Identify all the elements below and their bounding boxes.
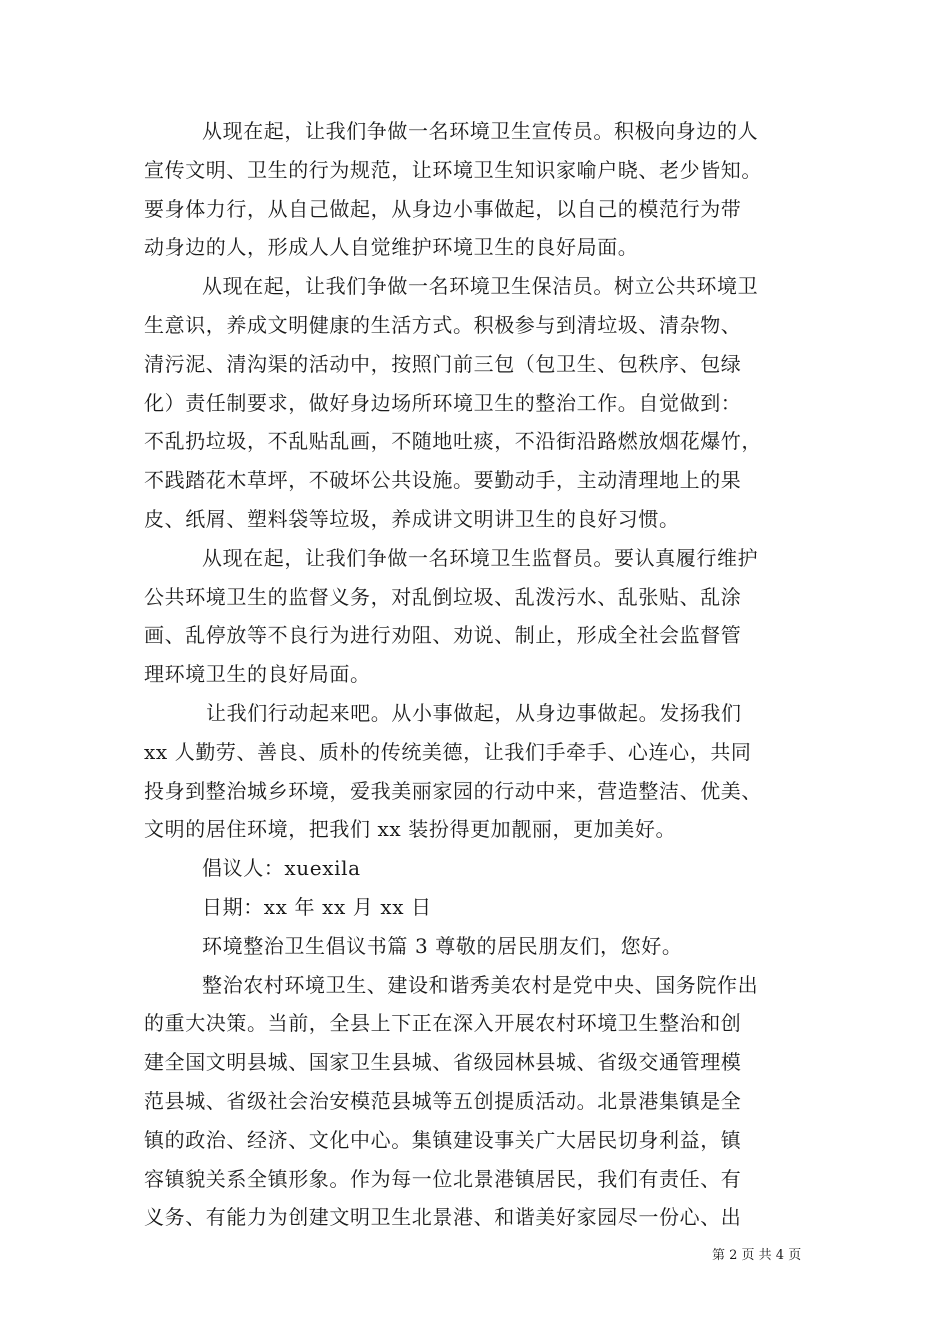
text-line: 投身到整治城乡环境，爱我美丽家园的行动中来，营造整洁、优美、 xyxy=(144,778,762,803)
text-line: 容镇貌关系全镇形象。作为每一位北景港镇居民，我们有责任、有 xyxy=(144,1166,742,1191)
text-line: 不践踏花木草坪，不破坏公共设施。要勤动手，主动清理地上的果 xyxy=(144,468,742,493)
text-line: 倡议人：xuexila xyxy=(202,856,361,881)
text-line: 公共环境卫生的监督义务，对乱倒垃圾、乱泼污水、乱张贴、乱涂 xyxy=(144,584,742,609)
text-line: 的重大决策。当前，全县上下正在深入开展农村环境卫生整治和创 xyxy=(144,1011,742,1036)
text-line: 让我们行动起来吧。从小事做起，从身边事做起。发扬我们 xyxy=(206,700,742,725)
text-line: 从现在起，让我们争做一名环境卫生宣传员。积极向身边的人 xyxy=(202,119,759,143)
text-line: 镇的政治、经济、文化中心。集镇建设事关广大居民切身利益，镇 xyxy=(144,1127,742,1152)
text-line: xx 人勤劳、善良、质朴的传统美德，让我们手牵手、心连心，共同 xyxy=(144,739,752,764)
text-line: 化）责任制要求，做好身边场所环境卫生的整治工作。自觉做到： xyxy=(144,390,742,415)
page-number: 第 2 页 共 4 页 xyxy=(712,1248,802,1263)
document-body xyxy=(144,112,806,1237)
text-line: 文明的居住环境，把我们 xx 装扮得更加靓丽，更加美好。 xyxy=(144,817,677,842)
text-line: 从现在起，让我们争做一名环境卫生监督员。要认真履行维护 xyxy=(202,545,759,570)
text-line: 义务、有能力为创建文明卫生北景港、和谐美好家园尽一份心、出 xyxy=(144,1205,742,1230)
text-line: 范县城、省级社会治安模范县城等五创提质活动。北景港集镇是全 xyxy=(144,1088,742,1113)
text-line: 整治农村环境卫生、建设和谐秀美农村是党中央、国务院作出 xyxy=(202,972,759,997)
text-line: 环境整治卫生倡议书篇 3 尊敬的居民朋友们，您好。 xyxy=(202,933,683,958)
text-line: 理环境卫生的良好局面。 xyxy=(144,662,371,687)
text-line: 画、乱停放等不良行为进行劝阻、劝说、制止，形成全社会监督管 xyxy=(144,623,742,648)
text-line: 不乱扔垃圾，不乱贴乱画，不随地吐痰，不沿街沿路燃放烟花爆竹， xyxy=(144,429,762,454)
text-line: 宣传文明、卫生的行为规范，让环境卫生知识家喻户晓、老少皆知。 xyxy=(144,157,762,182)
text-line: 日期：xx 年 xx 月 xx 日 xyxy=(202,894,432,919)
text-line: 动身边的人，形成人人自觉维护环境卫生的良好局面。 xyxy=(144,235,639,260)
text-line: 建全国文明县城、国家卫生县城、省级园林县城、省级交通管理模 xyxy=(144,1050,742,1075)
text-line: 要身体力行，从自己做起，从身边小事做起，以自己的模范行为带 xyxy=(144,196,742,221)
text-line: 清污泥、清沟渠的活动中，按照门前三包（包卫生、包秩序、包绿 xyxy=(144,351,742,376)
text-line: 从现在起，让我们争做一名环境卫生保洁员。树立公共环境卫 xyxy=(202,274,759,299)
text-line: 皮、纸屑、塑料袋等垃圾，养成讲文明讲卫生的良好习惯。 xyxy=(144,506,680,531)
text-line: 生意识，养成文明健康的生活方式。积极参与到清垃圾、清杂物、 xyxy=(144,312,742,337)
